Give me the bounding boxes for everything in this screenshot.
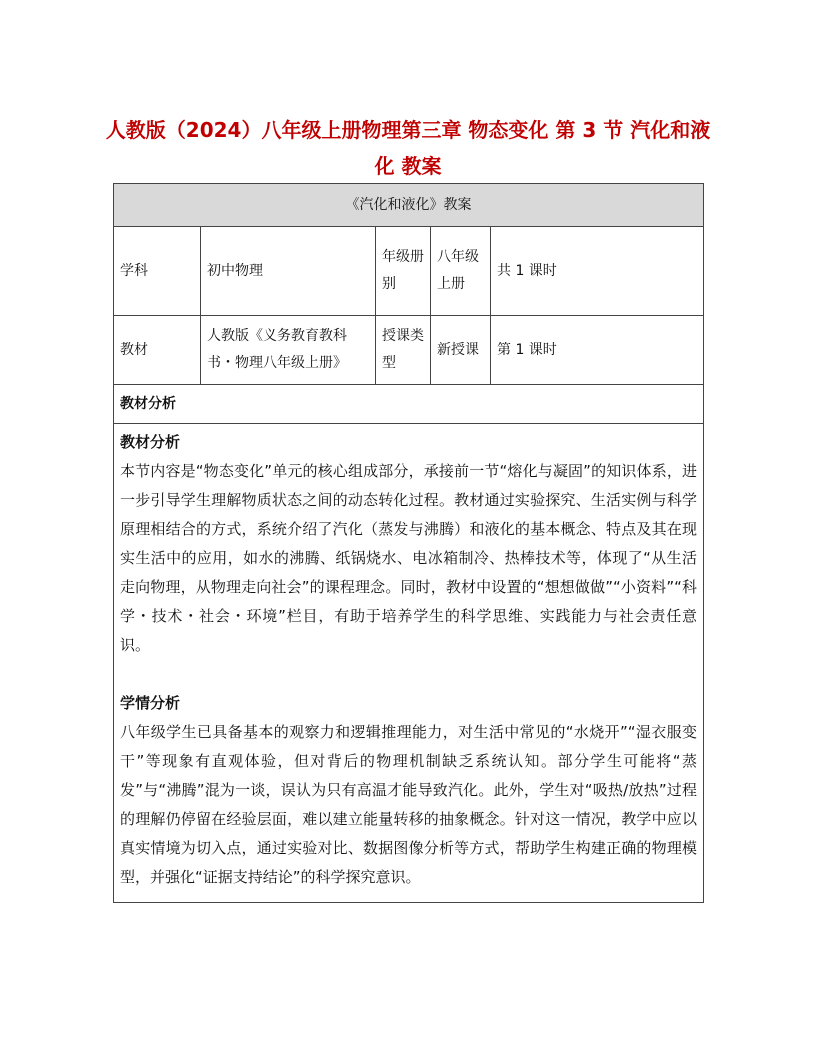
content-row [114,424,704,903]
lesson-plan-table [113,183,704,903]
learner-analysis-heading: 学情分析 [120,694,181,712]
table-header: 《汽化和液化》教案 [114,184,704,227]
textbook-analysis-heading: 教材分析 [120,433,181,451]
learner-analysis-text: 八年级学生已具备基本的观察力和逻辑推理能力，对生活中常见的“水烧开”“湿衣服变干”等现象有直观体验，但对背后的物理机制缺乏系统认知。部分学生可能将“蒸发”与“沸腾”混为一谈，误认为只有高温才能导致汽化。此外，学生对“吸热/放热”过程的理解仍停留在经验层面，难以建立能量转移的抽象概念。针对这一情况，教学中应以真实情境为切入点，通过实验对比、数据图像分析等方式，帮助学生构建正确的物理模型，并强化“证据支持结论”的科学探究意识。 [120,723,698,886]
type-label: 授课类型 [376,316,431,385]
analysis-content [114,424,704,903]
hours-value: 共 1 课时 [491,227,704,316]
table-header-row [114,184,704,227]
subject-label: 学科 [114,227,201,316]
document-title: 人教版（2024）八年级上册物理第三章 物态变化 第 3 节 汽化和液化 教案 [105,118,711,178]
table-row [114,227,704,316]
textbook-label: 教材 [114,316,201,385]
textbook-value: 人教版《义务教育教科书・物理八年级上册》 [201,316,376,385]
section-title: 教材分析 [114,385,704,424]
grade-value: 八年级上册 [431,227,491,316]
textbook-analysis-text: 本节内容是“物态变化”单元的核心组成部分，承接前一节“熔化与凝固”的知识体系，进一步引导学生理解物质状态之间的动态转化过程。教材通过实验探究、生活实例与科学原理相结合的方式，系统介绍了汽化（蒸发与沸腾）和液化的基本概念、特点及其在现实生活中的应用，如水的沸腾、纸锅烧水、电冰箱制冷、热棒技术等，体现了“从生活走向物理，从物理走向社会”的课程理念。同时，教材中设置的“想想做做”“小资料”“科学・技术・社会・环境”栏目，有助于培养学生的科学思维、实践能力与社会责任意识。 [120,462,698,654]
subject-value: 初中物理 [201,227,376,316]
type-value: 新授课 [431,316,491,385]
table-row [114,316,704,385]
section-row [114,385,704,424]
lesson-value: 第 1 课时 [491,316,704,385]
grade-label: 年级册别 [376,227,431,316]
